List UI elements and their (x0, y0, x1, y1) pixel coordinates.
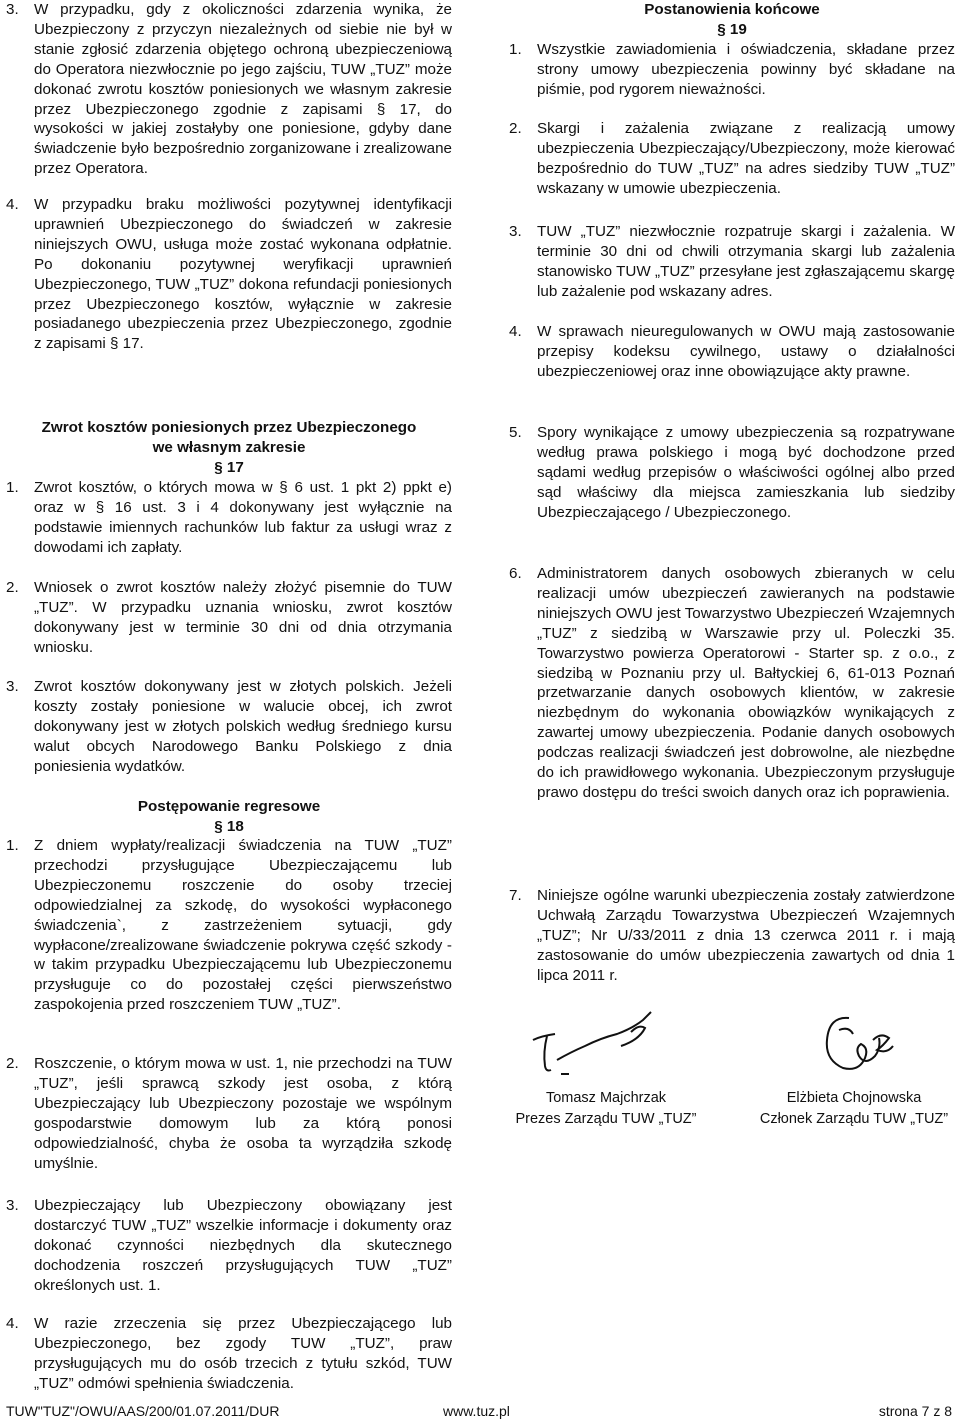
section-title: Postanowienia końcowe (644, 1, 820, 18)
signature-block-president (506, 1010, 706, 1130)
handwritten-signature-icon (769, 1010, 939, 1088)
item-number: 1. (6, 837, 19, 854)
clause-18-3 (6, 1196, 452, 1296)
section-17-heading (6, 418, 452, 478)
handwritten-signature-icon (521, 1010, 691, 1088)
clause-text: Spory wynikające z umowy ubezpieczenia są rozpatrywane według prawa polskiego i mogą być dochodzone przed sądami według przepisów o właściwości ogólnej albo przed sąd właściwy dla miejsca zamieszkania lub siedziby Ubezpieczającego / Ubezpieczonego. (537, 424, 955, 521)
section-19-heading (509, 0, 955, 40)
clause-19-7 (509, 886, 955, 986)
item-number: 7. (509, 887, 522, 904)
clause-text: TUW „TUZ” niezwłocznie rozpatruje skargi i zażalenia. W terminie 30 dni od chwili otrzymania skargi lub zażalenia stanowisko TUW „TUZ” przesyłane jest zgłaszającemu skargę lub zażalenie pod wskazany adres. (537, 223, 955, 300)
clause-19-2 (509, 119, 955, 199)
item-number: 2. (509, 120, 522, 137)
clause-16-4 (6, 195, 452, 354)
clause-text: Wszystkie zawiadomienia i oświadczenia, składane przez strony umowy ubezpieczenia powinny być składane na piśmie, pod rygorem nieważności. (537, 41, 955, 98)
item-number: 5. (509, 424, 522, 441)
signature-block-board-member (754, 1010, 954, 1130)
page-number: strona 7 z 8 (878, 1403, 952, 1419)
item-number: 2. (6, 1055, 19, 1072)
clause-text: Zwrot kosztów, o których mowa w § 6 ust. 1 pkt 2) ppkt e) oraz w § 16 ust. 3 i 4 dokonywany jest wyłącznie na podstawie imiennych rachunków lub faktur za usługi wraz z dowodami ich zapłaty. (34, 479, 452, 556)
clause-18-1 (6, 836, 452, 1015)
clause-19-5 (509, 423, 955, 523)
section-number: § 17 (214, 458, 244, 476)
section-title: Zwrot kosztów poniesionych przez Ubezpieczonego (41, 419, 417, 436)
clause-16-3 (6, 0, 452, 179)
item-number: 1. (509, 41, 522, 58)
clause-text: W przypadku, gdy z okoliczności zdarzenia wynika, że Ubezpieczony z przyczyn niezależnych od siebie nie był w stanie zgłosić zdarzenia objętego ochroną ubezpieczeniową do Operatora niezwłocznie po jego zajściu, TUW „TUZ” może dokonać zwrotu kosztów poniesionych we własnym zakresie przez Ubezpieczonego zgodnie z zapisami § 17, do wysokości w jakiej zostałyby one poniesione, gdyby dane świadczenie było bezpośrednio zorganizowane i zrealizowane przez Operatora. (34, 1, 452, 178)
clause-text: Niniejsze ogólne warunki ubezpieczenia zostały zatwierdzone Uchwałą Zarządu Towarzystwa Ubezpieczeń Wzajemnych „TUZ”; Nr U/33/2011 z dnia 13 czerwca 2011 r. i mają zastosowanie do umów ubezpieczenia zawartych od dnia 1 lipca 2011 r. (537, 887, 955, 984)
section-number: § 19 (717, 20, 747, 38)
signatory-role: Członek Zarządu TUW „TUZ” (759, 1111, 949, 1127)
website-link[interactable]: www.tuz.pl (443, 1403, 510, 1419)
section-title: we własnym zakresie (152, 438, 306, 456)
item-number: 3. (6, 1197, 19, 1214)
clause-18-4 (6, 1314, 452, 1394)
item-number: 4. (509, 323, 522, 340)
item-number: 3. (6, 678, 19, 695)
clause-19-6 (509, 564, 955, 803)
clause-text: Wniosek o zwrot kosztów należy złożyć pisemnie do TUW „TUZ”. W przypadku uznania wniosku, zwrot kosztów dokonywany jest w terminie 30 dni od dnia otrzymania wniosku. (34, 579, 452, 656)
item-number: 2. (6, 579, 19, 596)
section-number: § 18 (214, 817, 244, 835)
clause-text: W sprawach nieuregulowanych w OWU mają zastosowanie przepisy kodeksu cywilnego, ustawy o działalności ubezpieczeniowej oraz inne obowiązujące akty prawne. (537, 323, 955, 380)
clause-text: Roszczenie, o którym mowa w ust. 1, nie przechodzi na TUW „TUZ”, jeśli sprawcą szkody jest osoba, z którą Ubezpieczający lub Ubezpieczony pozostaje we wspólnym gospodarstwie domowym lub za którą ponosi odpowiedzialność, chyba że osoba ta wyrządziła szkodę umyślnie. (34, 1055, 452, 1172)
signatory-role: Prezes Zarządu TUW „TUZ” (515, 1111, 697, 1127)
item-number: 4. (6, 196, 19, 213)
clause-text: W przypadku braku możliwości pozytywnej identyfikacji uprawnień Ubezpieczonego do świadczeń w zakresie niniejszych OWU, usługa może zostać wykonana odpłatnie. Po dokonaniu pozytywnej weryfikacji uprawnień Ubezpieczonego, TUW „TUZ” dokona refundacji poniesionych przez Ubezpieczonego kosztów, wyłącznie w zakresie posiadanego ubezpieczenia przez Ubezpieczonego, zgodnie z zapisami § 17. (34, 196, 452, 353)
clause-text: Z dniem wypłaty/realizacji świadczenia na TUW „TUZ” przechodzi przysługujące Ubezpieczającemu lub Ubezpieczonemu roszczenie do osoby trzeciej odpowiedzialnej za szkodę, do wysokości wypłaconego świadczenia`, z zastrzeżeniem sytuacji, gdy wypłacone/zrealizowane świadczenie pokrywa część szkody - w takim przypadku Ubezpieczającemu lub Ubezpieczonemu przysługuje co do pozostałej części pierwszeństwo zaspokojenia przed roszczeniem TUW „TUZ”. (34, 837, 452, 1014)
signatory-name: Elżbieta Chojnowska (786, 1090, 922, 1106)
item-number: 6. (509, 565, 522, 582)
clause-text: W razie zrzeczenia się przez Ubezpieczającego lub Ubezpieczonego, bez zgody TUW „TUZ”, praw przysługujących mu do osób trzecich z tytułu szkód, TUW „TUZ” odmówi spełnienia świadczenia. (34, 1315, 452, 1392)
clause-18-2 (6, 1054, 452, 1173)
clause-17-2 (6, 578, 452, 658)
clause-text: Administratorem danych osobowych zbieranych w celu realizacji umów ubezpieczeń zawieranych na podstawie niniejszych OWU jest Towarzystwo Ubezpieczeń Wzajemnych „TUZ” z siedzibą w Warszawie przy ul. Poleczki 35. Towarzystwo powierza Operatorowi - Starter sp. z o.o., z siedzibą w Poznaniu przy ul. Bałtyckiej 6, 61-013 Poznań przetwarzanie danych osobowych klientów, w zakresie niezbędnym do wykonania obowiązków wynikających z zawartej umowy ubezpieczenia. Podanie danych osobowych podczas realizacji świadczeń jest dobrowolne, ale niezbędne do ich prawidłowego wykonania. Ubezpieczonym przysługuje prawo dostępu do treści swoich danych oraz ich poprawienia. (537, 565, 955, 801)
section-title: Postępowanie regresowe (137, 798, 321, 815)
clause-text: Zwrot kosztów dokonywany jest w złotych polskich. Jeżeli koszty zostały poniesione w walucie obcej, ich zwrot dokonywany jest w złotych polskich według średniego kursu walut obcych Narodowego Banku Polskiego z dnia poniesienia wydatków. (34, 678, 452, 775)
signatory-name: Tomasz Majchrzak (545, 1090, 667, 1106)
clause-text: Ubezpieczający lub Ubezpieczony obowiązany jest dostarczyć TUW „TUZ” wszelkie informacje i dokumenty oraz dokonać czynności niezbędnych dla skutecznego dochodzenia roszczeń przysługujących TUW „TUZ” określonych ust. 1. (34, 1197, 452, 1294)
clause-19-1 (509, 40, 955, 100)
item-number: 3. (6, 1, 19, 18)
clause-17-1 (6, 478, 452, 558)
clause-19-4 (509, 322, 955, 382)
item-number: 3. (509, 223, 522, 240)
clause-text: Skargi i zażalenia związane z realizacją umowy ubezpieczenia Ubezpieczający/Ubezpieczony, może kierować bezpośrednio do TUW „TUZ” na adres siedziby TUW „TUZ” wskazany w umowie ubezpieczenia. (537, 120, 955, 197)
item-number: 4. (6, 1315, 19, 1332)
section-18-heading (6, 797, 452, 837)
document-code: TUW"TUZ"/OWU/AAS/200/01.07.2011/DUR (6, 1403, 280, 1419)
item-number: 1. (6, 479, 19, 496)
clause-17-3 (6, 677, 452, 777)
clause-19-3 (509, 222, 955, 302)
